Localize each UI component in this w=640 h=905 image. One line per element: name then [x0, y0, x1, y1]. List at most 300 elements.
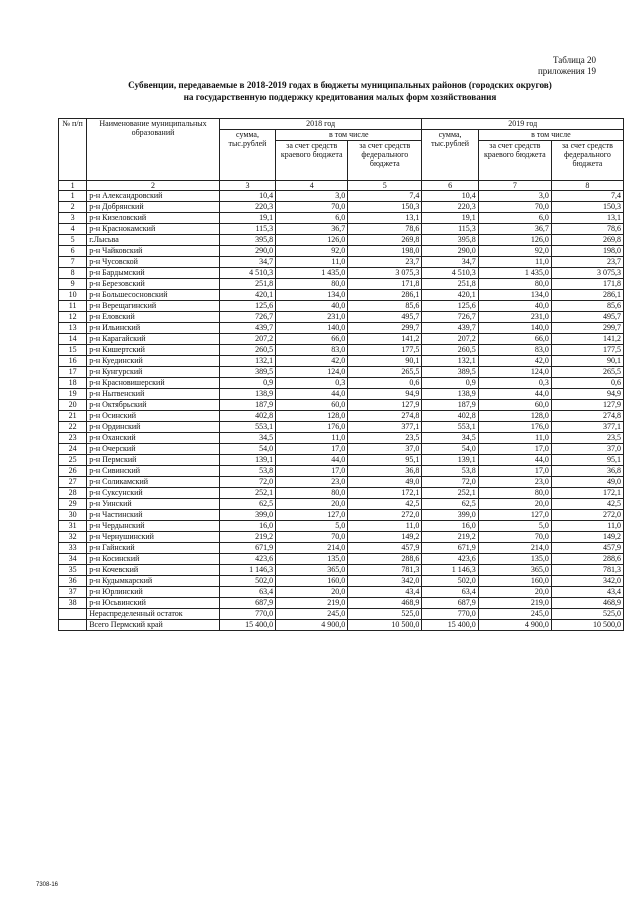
municipality-name: р-н Уинский [87, 499, 220, 510]
federal-2019: 78,6 [551, 224, 623, 235]
sum-2018: 290,0 [219, 246, 275, 257]
table-row [59, 565, 624, 576]
sum-2018: 423,6 [219, 554, 275, 565]
federal-2018: 299,7 [348, 323, 422, 334]
regional-2019: 1 435,0 [478, 268, 551, 279]
federal-2018: 10 500,0 [348, 620, 422, 631]
row-index: 16 [59, 356, 87, 367]
regional-2018: 128,0 [276, 411, 348, 422]
municipality-name: р-н Частинский [87, 510, 220, 521]
table-row [59, 499, 624, 510]
row-index: 19 [59, 389, 87, 400]
regional-2019: 124,0 [478, 367, 551, 378]
sum-2019: 290,0 [422, 246, 478, 257]
regional-2018: 40,0 [276, 301, 348, 312]
federal-2018: 127,9 [348, 400, 422, 411]
header-sum-2018: сумма, тыс.рублей [219, 130, 275, 181]
regional-2019: 17,0 [478, 466, 551, 477]
regional-2018: 3,0 [276, 191, 348, 202]
row-index: 35 [59, 565, 87, 576]
table-row [59, 301, 624, 312]
row-index: 31 [59, 521, 87, 532]
regional-2019: 36,7 [478, 224, 551, 235]
sum-2018: 207,2 [219, 334, 275, 345]
row-index: 36 [59, 576, 87, 587]
federal-2019: 7,4 [551, 191, 623, 202]
federal-2019: 468,9 [551, 598, 623, 609]
table-row [59, 433, 624, 444]
regional-2018: 20,0 [276, 587, 348, 598]
header-incl-2019: в том числе [478, 130, 623, 141]
table-row [59, 598, 624, 609]
table-row [59, 587, 624, 598]
column-number: 5 [348, 181, 422, 191]
federal-2018: 525,0 [348, 609, 422, 620]
regional-2018: 60,0 [276, 400, 348, 411]
table-row [59, 334, 624, 345]
federal-2018: 0,6 [348, 378, 422, 389]
row-index: 28 [59, 488, 87, 499]
federal-2019: 286,1 [551, 290, 623, 301]
sum-2018: 260,5 [219, 345, 275, 356]
federal-2019: 3 075,3 [551, 268, 623, 279]
regional-2019: 17,0 [478, 444, 551, 455]
municipality-name: р-н Кишертский [87, 345, 220, 356]
header-regional-2019: за счет средств краевого бюджета [478, 141, 551, 181]
sum-2019: 63,4 [422, 587, 478, 598]
municipality-name: р-н Чернушинский [87, 532, 220, 543]
sum-2019: 423,6 [422, 554, 478, 565]
regional-2018: 17,0 [276, 444, 348, 455]
regional-2018: 126,0 [276, 235, 348, 246]
sum-2019: 138,9 [422, 389, 478, 400]
sum-2018: 19,1 [219, 213, 275, 224]
regional-2019: 245,0 [478, 609, 551, 620]
federal-2018: 177,5 [348, 345, 422, 356]
federal-2019: 37,0 [551, 444, 623, 455]
table-row [59, 345, 624, 356]
sum-2018: 0,9 [219, 378, 275, 389]
federal-2019: 377,1 [551, 422, 623, 433]
sum-2019: 1 146,3 [422, 565, 478, 576]
row-index: 30 [59, 510, 87, 521]
federal-2018: 150,3 [348, 202, 422, 213]
row-index: 22 [59, 422, 87, 433]
table-row [59, 257, 624, 268]
regional-2019: 60,0 [478, 400, 551, 411]
sum-2018: 395,8 [219, 235, 275, 246]
regional-2018: 245,0 [276, 609, 348, 620]
municipality-name: р-н Соликамский [87, 477, 220, 488]
regional-2019: 5,0 [478, 521, 551, 532]
municipality-name: р-н Оханский [87, 433, 220, 444]
municipality-name: р-н Краснокамский [87, 224, 220, 235]
table-row [59, 422, 624, 433]
table-row [59, 466, 624, 477]
regional-2018: 134,0 [276, 290, 348, 301]
federal-2019: 177,5 [551, 345, 623, 356]
regional-2018: 92,0 [276, 246, 348, 257]
federal-2018: 171,8 [348, 279, 422, 290]
row-index: 29 [59, 499, 87, 510]
row-index: 15 [59, 345, 87, 356]
municipality-name: р-н Бардымский [87, 268, 220, 279]
row-index: 2 [59, 202, 87, 213]
sum-2018: 139,1 [219, 455, 275, 466]
regional-2018: 23,0 [276, 477, 348, 488]
regional-2019: 70,0 [478, 202, 551, 213]
table-number: Таблица 20 [553, 55, 596, 65]
column-number: 8 [551, 181, 623, 191]
federal-2018: 95,1 [348, 455, 422, 466]
table-row [59, 246, 624, 257]
federal-2018: 141,2 [348, 334, 422, 345]
municipality-name: р-н Гайнский [87, 543, 220, 554]
table-row [59, 477, 624, 488]
municipality-name: р-н Кочевский [87, 565, 220, 576]
federal-2019: 49,0 [551, 477, 623, 488]
sum-2019: 553,1 [422, 422, 478, 433]
federal-2019: 149,2 [551, 532, 623, 543]
municipality-name: р-н Верещагинский [87, 301, 220, 312]
regional-2018: 80,0 [276, 279, 348, 290]
regional-2019: 11,0 [478, 257, 551, 268]
regional-2018: 365,0 [276, 565, 348, 576]
sum-2018: 671,9 [219, 543, 275, 554]
regional-2019: 20,0 [478, 499, 551, 510]
regional-2018: 219,0 [276, 598, 348, 609]
federal-2018: 3 075,3 [348, 268, 422, 279]
sum-2018: 420,1 [219, 290, 275, 301]
sum-2018: 115,3 [219, 224, 275, 235]
sum-2018: 16,0 [219, 521, 275, 532]
table-row [59, 411, 624, 422]
table-row [59, 224, 624, 235]
column-number: 4 [276, 181, 348, 191]
regional-2019: 135,0 [478, 554, 551, 565]
sum-2019: 132,1 [422, 356, 478, 367]
regional-2019: 70,0 [478, 532, 551, 543]
regional-2018: 124,0 [276, 367, 348, 378]
row-index: 34 [59, 554, 87, 565]
sum-2018: 63,4 [219, 587, 275, 598]
sum-2019: 115,3 [422, 224, 478, 235]
title-line-2: на государственную поддержку кредитования малых форм хозяйствования [183, 91, 497, 102]
federal-2018: 272,0 [348, 510, 422, 521]
sum-2019: 16,0 [422, 521, 478, 532]
regional-2019: 128,0 [478, 411, 551, 422]
municipality-name: р-н Березовский [87, 279, 220, 290]
sum-2019: 671,9 [422, 543, 478, 554]
table-row [59, 521, 624, 532]
sum-2019: 125,6 [422, 301, 478, 312]
regional-2018: 0,3 [276, 378, 348, 389]
sum-2019: 251,8 [422, 279, 478, 290]
table-row [59, 312, 624, 323]
sum-2019: 19,1 [422, 213, 478, 224]
column-number: 2 [87, 181, 220, 191]
header-incl-2018: в том числе [276, 130, 422, 141]
federal-2019: 172,1 [551, 488, 623, 499]
sum-2018: 402,8 [219, 411, 275, 422]
sum-2018: 15 400,0 [219, 620, 275, 631]
table-row [59, 323, 624, 334]
table-row [59, 213, 624, 224]
regional-2019: 44,0 [478, 389, 551, 400]
regional-2019: 214,0 [478, 543, 551, 554]
municipality-name: р-н Суксунский [87, 488, 220, 499]
sum-2019: 399,0 [422, 510, 478, 521]
table-row [59, 290, 624, 301]
row-index: 26 [59, 466, 87, 477]
table-row [59, 367, 624, 378]
column-number: 3 [219, 181, 275, 191]
sum-2019: 770,0 [422, 609, 478, 620]
municipality-name: р-н Карагайский [87, 334, 220, 345]
regional-2018: 214,0 [276, 543, 348, 554]
table-row [59, 279, 624, 290]
regional-2018: 36,7 [276, 224, 348, 235]
sum-2019: 34,7 [422, 257, 478, 268]
municipality-name: р-н Юрлинский [87, 587, 220, 598]
table-row [59, 532, 624, 543]
regional-2018: 70,0 [276, 532, 348, 543]
row-index: 11 [59, 301, 87, 312]
sum-2019: 420,1 [422, 290, 478, 301]
sum-2018: 726,7 [219, 312, 275, 323]
regional-2018: 42,0 [276, 356, 348, 367]
document-title [60, 80, 620, 103]
regional-2019: 80,0 [478, 488, 551, 499]
federal-2018: 377,1 [348, 422, 422, 433]
sum-2019: 62,5 [422, 499, 478, 510]
federal-2018: 172,1 [348, 488, 422, 499]
federal-2019: 299,7 [551, 323, 623, 334]
federal-2018: 457,9 [348, 543, 422, 554]
sum-2018: 439,7 [219, 323, 275, 334]
municipality-name: р-н Ординский [87, 422, 220, 433]
regional-2018: 140,0 [276, 323, 348, 334]
row-index: 17 [59, 367, 87, 378]
sum-2019: 726,7 [422, 312, 478, 323]
municipality-name: р-н Большесосновский [87, 290, 220, 301]
federal-2019: 495,7 [551, 312, 623, 323]
sum-2018: 502,0 [219, 576, 275, 587]
federal-2019: 342,0 [551, 576, 623, 587]
row-index: 12 [59, 312, 87, 323]
table-row [59, 378, 624, 389]
header-year-2019: 2019 год [422, 119, 624, 130]
table-row [59, 455, 624, 466]
federal-2019: 274,8 [551, 411, 623, 422]
row-index: 33 [59, 543, 87, 554]
municipality-name: р-н Ильинский [87, 323, 220, 334]
sum-2019: 15 400,0 [422, 620, 478, 631]
sum-2018: 138,9 [219, 389, 275, 400]
regional-2018: 127,0 [276, 510, 348, 521]
regional-2019: 140,0 [478, 323, 551, 334]
municipality-name: р-н Кудымкарский [87, 576, 220, 587]
row-index: 8 [59, 268, 87, 279]
federal-2019: 272,0 [551, 510, 623, 521]
municipality-name: р-н Косинский [87, 554, 220, 565]
regional-2019: 6,0 [478, 213, 551, 224]
municipality-name: г.Лысьва [87, 235, 220, 246]
federal-2018: 198,0 [348, 246, 422, 257]
header-municipality: Наименование муниципальных образований [87, 119, 220, 181]
federal-2018: 495,7 [348, 312, 422, 323]
sum-2019: 10,4 [422, 191, 478, 202]
federal-2018: 265,5 [348, 367, 422, 378]
sum-2018: 125,6 [219, 301, 275, 312]
regional-2019: 83,0 [478, 345, 551, 356]
table-row [59, 554, 624, 565]
municipality-name: р-н Осинский [87, 411, 220, 422]
federal-2018: 94,9 [348, 389, 422, 400]
header-index: № п/п [59, 119, 87, 181]
regional-2019: 80,0 [478, 279, 551, 290]
regional-2018: 20,0 [276, 499, 348, 510]
municipality-name: р-н Чусовской [87, 257, 220, 268]
row-index: 23 [59, 433, 87, 444]
sum-2019: 687,9 [422, 598, 478, 609]
row-index [59, 609, 87, 620]
federal-2018: 23,5 [348, 433, 422, 444]
row-index [59, 620, 87, 631]
regional-2018: 6,0 [276, 213, 348, 224]
document-code: 7308-16 [36, 882, 59, 888]
title-line-1: Субвенции, передаваемые в 2018-2019 годах в бюджеты муниципальных районов (городских округов) [128, 80, 552, 90]
regional-2018: 1 435,0 [276, 268, 348, 279]
municipality-name: р-н Александровский [87, 191, 220, 202]
header-federal-2019: за счет средств федерального бюджета [551, 141, 623, 181]
sum-2019: 389,5 [422, 367, 478, 378]
federal-2019: 13,1 [551, 213, 623, 224]
sum-2018: 10,4 [219, 191, 275, 202]
sum-2019: 260,5 [422, 345, 478, 356]
table-row [59, 356, 624, 367]
column-number: 1 [59, 181, 87, 191]
regional-2018: 5,0 [276, 521, 348, 532]
regional-2019: 160,0 [478, 576, 551, 587]
sum-2019: 72,0 [422, 477, 478, 488]
regional-2018: 176,0 [276, 422, 348, 433]
row-index: 37 [59, 587, 87, 598]
sum-2018: 34,7 [219, 257, 275, 268]
sum-2019: 53,8 [422, 466, 478, 477]
municipality-name: р-н Куединский [87, 356, 220, 367]
header-regional-2018: за счет средств краевого бюджета [276, 141, 348, 181]
regional-2019: 92,0 [478, 246, 551, 257]
federal-2019: 127,9 [551, 400, 623, 411]
regional-2019: 23,0 [478, 477, 551, 488]
federal-2019: 457,9 [551, 543, 623, 554]
sum-2019: 395,8 [422, 235, 478, 246]
table-row [59, 543, 624, 554]
sum-2019: 220,3 [422, 202, 478, 213]
regional-2019: 4 900,0 [478, 620, 551, 631]
federal-2019: 265,5 [551, 367, 623, 378]
federal-2019: 150,3 [551, 202, 623, 213]
sum-2018: 252,1 [219, 488, 275, 499]
row-index: 21 [59, 411, 87, 422]
federal-2019: 42,5 [551, 499, 623, 510]
municipality-name: р-н Юсьвинский [87, 598, 220, 609]
regional-2018: 135,0 [276, 554, 348, 565]
table-row [59, 510, 624, 521]
sum-2019: 187,9 [422, 400, 478, 411]
table-row [59, 400, 624, 411]
municipality-name: р-н Пермский [87, 455, 220, 466]
regional-2018: 4 900,0 [276, 620, 348, 631]
federal-2019: 288,6 [551, 554, 623, 565]
sum-2019: 252,1 [422, 488, 478, 499]
regional-2019: 42,0 [478, 356, 551, 367]
table-row [59, 389, 624, 400]
regional-2019: 40,0 [478, 301, 551, 312]
sum-2018: 54,0 [219, 444, 275, 455]
row-index: 1 [59, 191, 87, 202]
municipality-name: Нераспределенный остаток [87, 609, 220, 620]
regional-2018: 83,0 [276, 345, 348, 356]
table-body [59, 181, 624, 631]
federal-2018: 23,7 [348, 257, 422, 268]
sum-2019: 139,1 [422, 455, 478, 466]
sum-2018: 687,9 [219, 598, 275, 609]
header-federal-2018: за счет средств федерального бюджета [348, 141, 422, 181]
federal-2019: 171,8 [551, 279, 623, 290]
federal-2018: 269,8 [348, 235, 422, 246]
row-index: 38 [59, 598, 87, 609]
federal-2018: 49,0 [348, 477, 422, 488]
regional-2018: 44,0 [276, 389, 348, 400]
sum-2018: 62,5 [219, 499, 275, 510]
federal-2018: 13,1 [348, 213, 422, 224]
sum-2018: 219,2 [219, 532, 275, 543]
table-row [59, 268, 624, 279]
federal-2019: 781,3 [551, 565, 623, 576]
sum-2018: 187,9 [219, 400, 275, 411]
federal-2018: 286,1 [348, 290, 422, 301]
row-index: 14 [59, 334, 87, 345]
federal-2018: 78,6 [348, 224, 422, 235]
federal-2018: 288,6 [348, 554, 422, 565]
municipality-name: р-н Еловский [87, 312, 220, 323]
appendix-number: приложения 19 [537, 66, 596, 76]
regional-2019: 0,3 [478, 378, 551, 389]
federal-2019: 94,9 [551, 389, 623, 400]
regional-2018: 11,0 [276, 433, 348, 444]
column-number: 7 [478, 181, 551, 191]
federal-2018: 90,1 [348, 356, 422, 367]
sum-2018: 1 146,3 [219, 565, 275, 576]
table-caption [538, 55, 596, 77]
federal-2019: 10 500,0 [551, 620, 623, 631]
row-index: 10 [59, 290, 87, 301]
row-index: 6 [59, 246, 87, 257]
sum-2018: 251,8 [219, 279, 275, 290]
regional-2019: 127,0 [478, 510, 551, 521]
regional-2018: 70,0 [276, 202, 348, 213]
federal-2019: 43,4 [551, 587, 623, 598]
regional-2019: 219,0 [478, 598, 551, 609]
municipality-name: р-н Октябрьский [87, 400, 220, 411]
regional-2018: 80,0 [276, 488, 348, 499]
table-row [59, 576, 624, 587]
regional-2019: 231,0 [478, 312, 551, 323]
table-row [59, 444, 624, 455]
sum-2018: 389,5 [219, 367, 275, 378]
